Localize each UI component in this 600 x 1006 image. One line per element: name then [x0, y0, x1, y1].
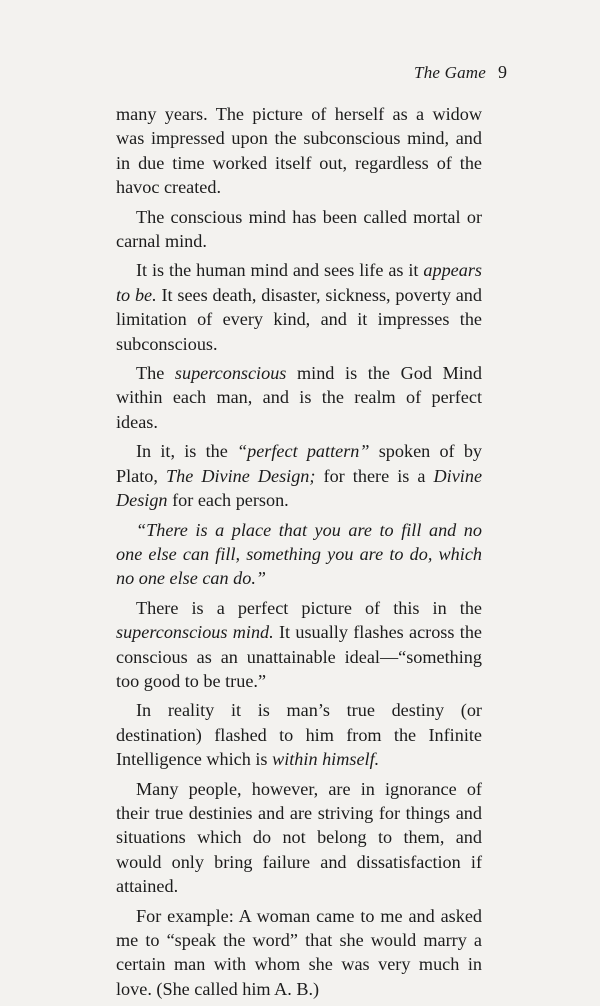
paragraph-10: [116, 904, 482, 1002]
text-run: The conscious mind has been called mortal or carnal mind.: [116, 206, 482, 252]
text-run: It is the human mind and sees life as it: [136, 260, 424, 281]
body-text: [116, 102, 482, 1006]
paragraph-8: [116, 698, 482, 771]
text-run: In reality it is man’s true destiny (or destination) flashed to him from the Infinite Intelligence which is: [116, 700, 482, 770]
text-run: In it, is the: [136, 441, 238, 462]
text-run: Many people, however, are in ignorance of their true destinies and are striving for things and situations which do not belong to them, and would only bring failure and dissatisfaction if attained.: [116, 778, 482, 897]
paragraph-9: [116, 777, 482, 899]
paragraph-5: [116, 439, 482, 512]
text-run: mind is the God Mind within each man, and is the realm of perfect ideas.: [116, 363, 482, 432]
italic-text: appears to be.: [116, 260, 482, 305]
text-run: spoken of by Plato,: [116, 441, 483, 486]
text-run: It sees death, disaster, sickness, poverty and limitation of every kind, and it impresses the subconscious.: [116, 284, 482, 354]
italic-text: within himself.: [272, 749, 380, 770]
text-run: for there is a: [315, 465, 434, 486]
italic-text: Divine Design: [116, 465, 483, 511]
italic-text: The Divine Design;: [166, 465, 316, 486]
paragraph-7: [116, 596, 482, 694]
text-run: many years. The picture of herself as a widow was impressed upon the subconscious mind, and in due time worked itself out, regardless of the havoc created.: [116, 104, 482, 198]
text-run: There is a perfect picture of this in the: [136, 597, 482, 618]
text-run: For example: A woman came to me and asked me to “speak the word” that she would marry a certain man with whom she was very much in love. (She called him A. B.): [116, 905, 482, 999]
italic-text: superconscious mind.: [116, 622, 274, 643]
text-run: The: [136, 363, 175, 384]
paragraph-6: [116, 518, 482, 591]
italic-text: “perfect pattern”: [237, 441, 370, 462]
italic-text: “There is a place that you are to fill and no one else can fill, something you are to do, which no one else can do.”: [116, 519, 482, 589]
paragraph-1: [116, 102, 482, 200]
page-number: 9: [498, 62, 507, 82]
text-run: It usually flashes across the conscious as an unattainable ideal—“something too good to be true.”: [116, 622, 482, 691]
paragraph-2: [116, 205, 482, 254]
running-head-title: The Game: [414, 63, 486, 82]
italic-text: superconscious: [174, 363, 287, 384]
text-run: for each person.: [167, 490, 289, 511]
paragraph-3: [116, 258, 482, 356]
paragraph-4: [116, 361, 482, 434]
